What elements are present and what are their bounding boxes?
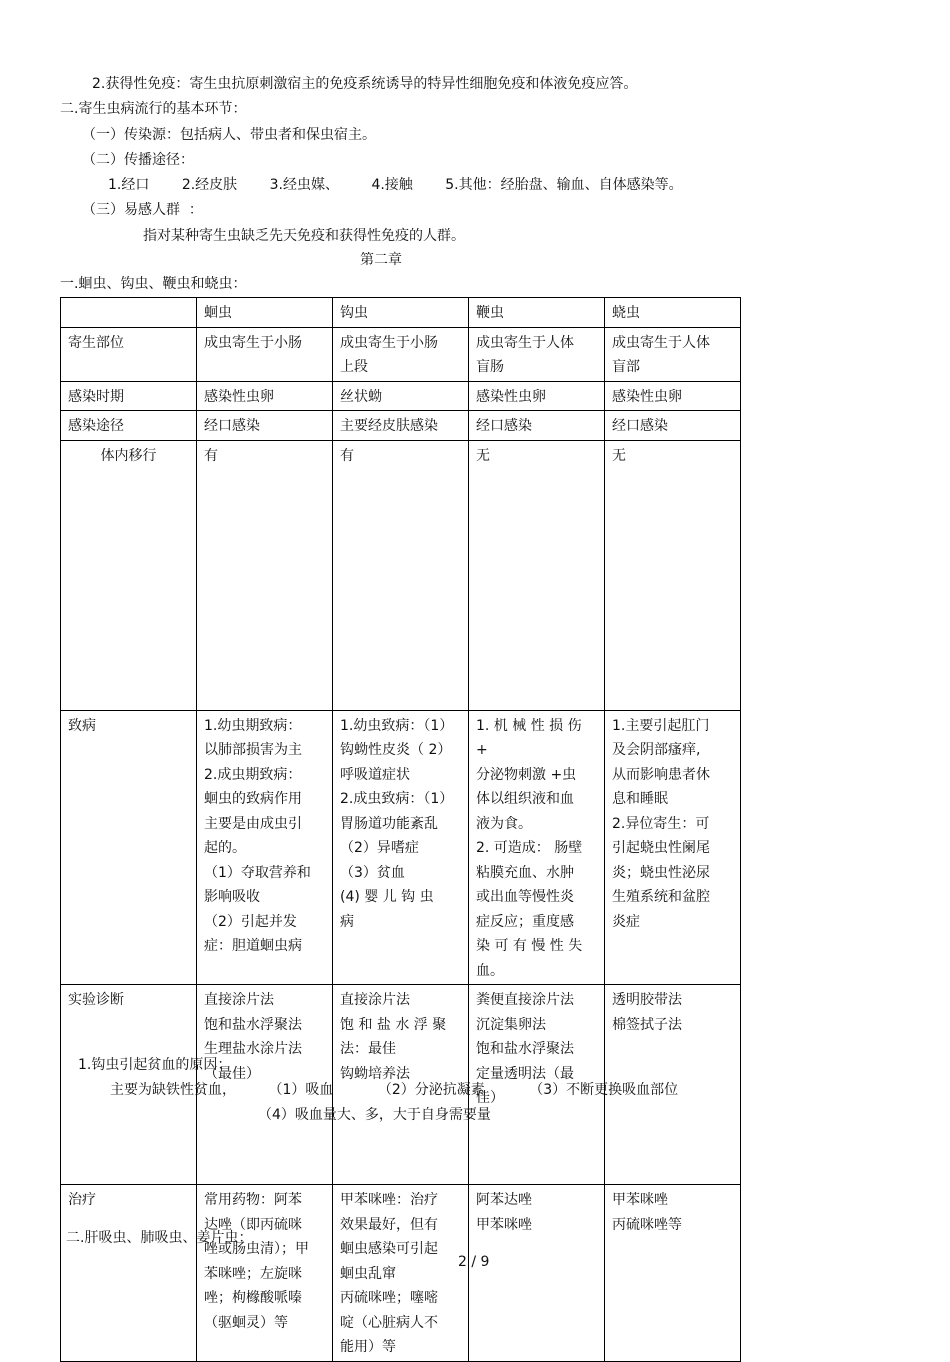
table-cell bbox=[333, 411, 469, 441]
cell-text-line: 影响吸收 bbox=[204, 889, 260, 905]
cell-text-line: 染 可 有 慢 性 失 bbox=[476, 938, 583, 954]
cell-text-line: (4) 婴 儿 钩 虫 bbox=[340, 889, 434, 905]
table-cell bbox=[197, 411, 333, 441]
cell-text-line: 丙硫咪唑等 bbox=[612, 1216, 682, 1233]
cell-text-line: 分泌物刺激 +虫 bbox=[476, 766, 577, 783]
cell-text-line: 有 bbox=[340, 447, 354, 464]
header-cell: 钩虫 bbox=[333, 298, 469, 328]
cell-text-line: 能用）等 bbox=[340, 1339, 396, 1355]
cell-text-line: 经口感染 bbox=[612, 418, 668, 434]
cell-text-line: 2.成虫期致病： bbox=[204, 766, 302, 783]
table-cell bbox=[605, 381, 741, 411]
infection-source-text: （一）传染源：包括病人、带虫者和保虫宿主。 bbox=[82, 127, 376, 143]
cell-text-line: （驱蛔灵）等 bbox=[204, 1314, 288, 1331]
table-cell bbox=[469, 710, 605, 985]
cell-text-line: （2）引起并发 bbox=[204, 913, 297, 930]
anemia-reason: （4）吸血量大、多，大于自身需要量 bbox=[258, 1107, 491, 1123]
anemia-lead: 主要为缺铁性贫血， bbox=[110, 1082, 236, 1098]
cell-text-line: 1.主要引起肛门 bbox=[612, 717, 710, 734]
route-item: 4.接触 bbox=[371, 177, 413, 193]
cell-text-line: 蛔虫的致病作用 bbox=[204, 791, 302, 807]
table-cell bbox=[469, 1185, 605, 1362]
cell-text-line: 息和睡眠 bbox=[612, 791, 668, 807]
transmission-routes-list bbox=[108, 176, 683, 194]
cell-text-line: 生理盐水涂片法 bbox=[204, 1041, 302, 1057]
transmission-route-title: （二）传播途径： bbox=[82, 152, 194, 168]
row-treatment bbox=[61, 1185, 741, 1362]
cell-text-line: 1. 机 械 性 损 伤 + bbox=[476, 717, 582, 758]
susceptible-definition: 指对某种寄生虫缺乏先天免疫和获得性免疫的人群。 bbox=[143, 228, 465, 244]
cell-text-line: 棉签拭子法 bbox=[612, 1016, 682, 1033]
row-migration bbox=[61, 440, 741, 710]
cell-text-line: 粘膜充血、水肿 bbox=[476, 864, 574, 881]
row-label: 感染时期 bbox=[61, 381, 197, 411]
table-cell bbox=[605, 1185, 741, 1362]
cell-text-line: 2.异位寄生：可 bbox=[612, 815, 710, 832]
table-cell bbox=[197, 710, 333, 985]
route-item: 5.其他：经胎盘、输血、自体感染等。 bbox=[445, 177, 683, 193]
cell-text-line: 甲苯咪唑 bbox=[476, 1216, 532, 1233]
header-cell bbox=[61, 298, 197, 328]
cell-text-line: 有 bbox=[204, 447, 218, 464]
cell-text-line: 直接涂片法 bbox=[204, 992, 274, 1008]
table-cell bbox=[605, 710, 741, 985]
acquired-immunity-text: 2.获得性免疫：寄生虫抗原刺激宿主的免疫系统诱导的特异性细胞免疫和体液免疫应答。 bbox=[92, 76, 638, 92]
susceptible-title: （三）易感人群 ： bbox=[82, 202, 203, 218]
anemia-reason: （1）吸血 bbox=[268, 1082, 334, 1098]
table-header-row bbox=[61, 298, 741, 328]
cell-text-line: 直接涂片法 bbox=[340, 992, 410, 1008]
cell-text-line: （最佳） bbox=[204, 1065, 260, 1082]
cell-text-line: 感染性虫卵 bbox=[204, 388, 274, 405]
cell-text-line: 感染性虫卵 bbox=[476, 388, 546, 405]
cell-text-line: 经口感染 bbox=[476, 418, 532, 434]
table-cell bbox=[333, 440, 469, 710]
cell-text-line: 无 bbox=[612, 447, 626, 464]
cell-text-line: 蛔虫感染可引起 bbox=[340, 1241, 438, 1257]
cell-text-line: 成虫寄生于人体 bbox=[612, 334, 710, 351]
cell-text-line: 唑或肠虫清）；甲 bbox=[204, 1241, 309, 1257]
cell-text-line: 甲苯咪唑：治疗 bbox=[340, 1192, 438, 1208]
table-cell bbox=[469, 440, 605, 710]
row-pathogenesis bbox=[61, 710, 741, 985]
section-title-nematodes: 一.蛔虫、钩虫、鞭虫和蛲虫： bbox=[60, 276, 247, 292]
cell-text-line: 液为食。 bbox=[476, 815, 532, 832]
cell-text-line: 丝状蚴 bbox=[340, 388, 382, 405]
cell-text-line: 经口感染 bbox=[204, 418, 260, 434]
cell-text-line: 饱和盐水浮聚法 bbox=[204, 1016, 302, 1033]
cell-text-line: 炎症 bbox=[612, 913, 640, 930]
table-cell bbox=[605, 411, 741, 441]
cell-text-line: 体以组织液和血 bbox=[476, 791, 574, 807]
cell-text-line: 2. 可造成： 肠壁 bbox=[476, 840, 583, 856]
cell-text-line: 感染性虫卵 bbox=[612, 388, 682, 405]
cell-text-line: 苯咪唑；左旋咪 bbox=[204, 1265, 302, 1282]
cell-text-line: 症：胆道蛔虫病 bbox=[204, 938, 302, 954]
cell-text-line: 1.幼虫期致病： bbox=[204, 717, 302, 734]
page-number: 2 / 9 bbox=[458, 1254, 490, 1270]
section-title-epidemic-links: 二.寄生虫病流行的基本环节： bbox=[60, 101, 247, 117]
cell-text-line: 上段 bbox=[340, 359, 368, 375]
cell-text-line: 蛔虫乱窜 bbox=[340, 1265, 396, 1282]
cell-text-line: 成虫寄生于小肠 bbox=[340, 334, 438, 351]
table-cell bbox=[333, 1185, 469, 1362]
row-infection-route bbox=[61, 411, 741, 441]
anemia-reason: （3）不断更换吸血部位 bbox=[529, 1082, 679, 1098]
row-label: 寄生部位 bbox=[61, 327, 197, 381]
header-cell: 蛔虫 bbox=[197, 298, 333, 328]
header-cell: 鞭虫 bbox=[469, 298, 605, 328]
cell-text-line: 成虫寄生于人体 bbox=[476, 334, 574, 351]
nematode-comparison-table bbox=[60, 297, 741, 1362]
row-label: 实验诊断 bbox=[61, 985, 197, 1185]
cell-text-line: 阿苯达唑 bbox=[476, 1192, 532, 1208]
table-cell bbox=[333, 381, 469, 411]
cell-text-line: 唑；枸橼酸哌嗪 bbox=[204, 1290, 302, 1306]
row-label: 感染途径 bbox=[61, 411, 197, 441]
cell-text-line: （1）夺取营养和 bbox=[204, 864, 311, 881]
cell-text-line: 炎；蛲虫性泌尿 bbox=[612, 864, 710, 881]
cell-text-line: （2）异嗜症 bbox=[340, 840, 419, 856]
cell-text-line: 粪便直接涂片法 bbox=[476, 992, 574, 1008]
row-label: 体内移行 bbox=[61, 440, 197, 710]
cell-text-line: 引起蛲虫性阑尾 bbox=[612, 840, 710, 856]
table-cell bbox=[469, 327, 605, 381]
section-title-trematodes: 二.肝吸虫、肺吸虫、姜片虫： bbox=[66, 1230, 253, 1246]
cell-text-line: 钩蚴培养法 bbox=[340, 1065, 410, 1082]
cell-text-line: 达唑（即丙硫咪 bbox=[204, 1216, 302, 1233]
chapter-title: 第二章 bbox=[360, 252, 402, 268]
cell-text-line: 主要经皮肤感染 bbox=[340, 418, 438, 434]
cell-text-line: 血。 bbox=[476, 962, 504, 979]
cell-text-line: 定量透明法（最 bbox=[476, 1065, 574, 1082]
anemia-title: 1.钩虫引起贫血的原因： bbox=[78, 1057, 232, 1073]
cell-text-line: 佳） bbox=[476, 1090, 504, 1106]
row-parasitic-site bbox=[61, 327, 741, 381]
anemia-reason: （2）分泌抗凝素 bbox=[377, 1082, 485, 1098]
cell-text-line: 1.幼虫致病：（1） bbox=[340, 717, 454, 734]
table-cell bbox=[333, 710, 469, 985]
cell-text-line: 甲苯咪唑 bbox=[612, 1192, 668, 1208]
table-cell bbox=[197, 327, 333, 381]
table-cell bbox=[197, 440, 333, 710]
cell-text-line: 以肺部损害为主 bbox=[204, 742, 302, 758]
cell-text-line: 胃肠道功能紊乱 bbox=[340, 815, 438, 832]
route-item: 3.经虫媒、 bbox=[269, 177, 339, 193]
route-item: 1.经口 bbox=[108, 177, 150, 193]
header-cell: 蛲虫 bbox=[605, 298, 741, 328]
cell-text-line: 病 bbox=[340, 913, 354, 930]
cell-text-line: 啶（心脏病人不 bbox=[340, 1314, 438, 1331]
row-label: 治疗 bbox=[61, 1185, 197, 1362]
cell-text-line: 饱和盐水浮聚法 bbox=[476, 1041, 574, 1057]
cell-text-line: 透明胶带法 bbox=[612, 992, 682, 1008]
cell-text-line: 从而影响患者休 bbox=[612, 766, 710, 783]
table-cell bbox=[197, 1185, 333, 1362]
cell-text-line: 成虫寄生于小肠 bbox=[204, 334, 302, 351]
cell-text-line: 饱 和 盐 水 浮 聚 bbox=[340, 1016, 447, 1033]
cell-text-line: 盲肠 bbox=[476, 359, 504, 375]
cell-text-line: 盲部 bbox=[612, 359, 640, 375]
cell-text-line: 及会阴部瘙痒, bbox=[612, 742, 701, 758]
cell-text-line: 钩蚴性皮炎（ 2） bbox=[340, 742, 452, 758]
table-cell bbox=[605, 440, 741, 710]
cell-text-line: 2.成虫致病：（1） bbox=[340, 791, 454, 807]
cell-text-line: 无 bbox=[476, 447, 490, 464]
cell-text-line: 效果最好，但有 bbox=[340, 1216, 438, 1233]
cell-text-line: 生殖系统和盆腔 bbox=[612, 889, 710, 905]
cell-text-line: 呼吸道症状 bbox=[340, 766, 410, 783]
table-cell bbox=[469, 411, 605, 441]
cell-text-line: 法：最佳 bbox=[340, 1041, 396, 1057]
table-cell bbox=[469, 381, 605, 411]
table-cell bbox=[333, 327, 469, 381]
table-cell bbox=[605, 327, 741, 381]
row-label: 致病 bbox=[61, 710, 197, 985]
cell-text-line: 主要是由成虫引 bbox=[204, 815, 302, 832]
anemia-reasons-line1 bbox=[110, 1081, 678, 1099]
cell-text-line: 起的。 bbox=[204, 840, 246, 856]
cell-text-line: 丙硫咪唑；噻嘧 bbox=[340, 1290, 438, 1306]
cell-text-line: 或出血等慢性炎 bbox=[476, 889, 574, 905]
cell-text-line: 症反应；重度感 bbox=[476, 913, 574, 930]
route-item: 2.经皮肤 bbox=[181, 177, 238, 193]
table-cell bbox=[197, 381, 333, 411]
cell-text-line: （3）贫血 bbox=[340, 864, 405, 881]
cell-text-line: 沉淀集卵法 bbox=[476, 1016, 546, 1033]
row-infective-stage bbox=[61, 381, 741, 411]
cell-text-line: 常用药物：阿苯 bbox=[204, 1192, 302, 1208]
